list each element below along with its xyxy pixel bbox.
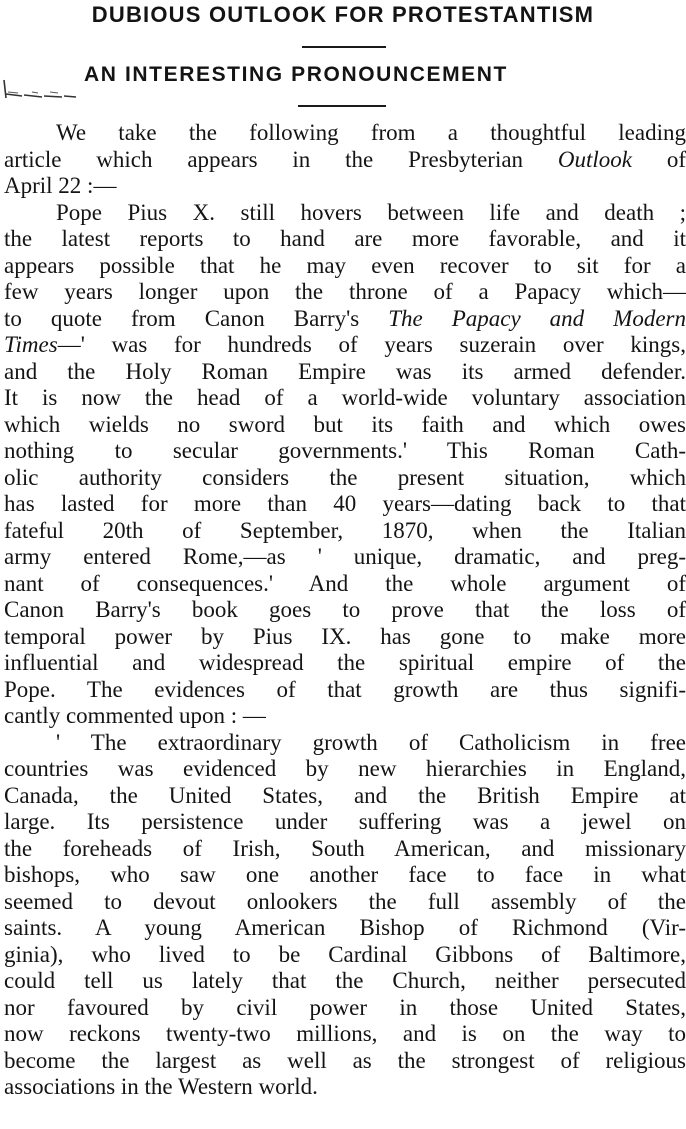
article-subheadline: AN INTERESTING PRONOUNCEMENT bbox=[84, 63, 508, 86]
article-body bbox=[4, 120, 686, 1101]
publication-title: Outlook bbox=[557, 146, 632, 172]
text-line: cantly commented upon : — bbox=[4, 703, 266, 728]
text-line: ' The extraordinary growth of Catholicism in free bbox=[56, 729, 686, 755]
text-line: large. Its persistence under suffering was a jewel on bbox=[4, 809, 686, 834]
text-line: It is now the head of a world-wide voluntary association bbox=[4, 385, 686, 410]
text-line: nor favoured by civil power in those United States, bbox=[4, 994, 686, 1020]
text-line: become the largest as well as the strongest of religious bbox=[4, 1047, 686, 1073]
text-line: olic authority considers the present situation, which bbox=[4, 464, 686, 490]
text-line: Times—' was for hundreds of years suzerain over kings, bbox=[4, 332, 686, 357]
text-line: nant of consequences.' And the whole argument of bbox=[4, 570, 686, 596]
text-line: influential and widespread the spiritual empire of the bbox=[4, 650, 686, 675]
text-line: has lasted for more than 40 years—dating back to that bbox=[4, 491, 686, 516]
book-title-end: Times bbox=[4, 332, 58, 357]
text-line: temporal power by Pius IX. has gone to make more bbox=[4, 623, 686, 649]
text-line: seemed to devout onlookers the full assembly of the bbox=[4, 888, 686, 914]
book-title: The Papacy and Modern bbox=[388, 305, 686, 331]
text-line: We take the following from a thoughtful leading bbox=[56, 120, 686, 145]
text-line: army entered Rome,—as ' unique, dramatic, and preg- bbox=[4, 544, 686, 569]
text-line: few years longer upon the throne of a Papacy which— bbox=[4, 279, 686, 304]
text-line: which wields no sword but its faith and which owes bbox=[4, 411, 686, 437]
text-line: to quote from Canon Barry's The Papacy and Modern bbox=[4, 305, 686, 331]
text-line: associations in the Western world. bbox=[4, 1074, 318, 1099]
text-line: bishops, who saw one another face to face in what bbox=[4, 862, 686, 887]
article-headline: DUBIOUS OUTLOOK FOR PROTESTANTISM bbox=[91, 2, 595, 27]
text-line: April 22 :— bbox=[4, 173, 117, 198]
text-line: Pope. The evidences of that growth are thus signifi- bbox=[4, 676, 686, 702]
text-line: saints. A young American Bishop of Richmond (Vir- bbox=[4, 915, 686, 940]
headline-divider bbox=[302, 46, 386, 48]
text-line: appears possible that he may even recover to sit for a bbox=[4, 252, 686, 278]
text-line: Pope Pius X. still hovers between life and death ; bbox=[56, 199, 686, 225]
text-line: now reckons twenty-two millions, and is on the way to bbox=[4, 1021, 686, 1046]
text-line: Canada, the United States, and the British Empire at bbox=[4, 782, 686, 808]
text-line: ginia), who lived to be Cardinal Gibbons of Baltimore, bbox=[4, 941, 686, 967]
text-line: article which appears in the Presbyterian Outlook of bbox=[4, 146, 686, 172]
text-line: Canon Barry's book goes to prove that the loss of bbox=[4, 597, 686, 622]
text-line: countries was evidenced by new hierarchies in England, bbox=[4, 756, 686, 781]
text-line: the foreheads of Irish, South American, and missionary bbox=[4, 835, 686, 861]
subheadline-divider bbox=[298, 105, 386, 107]
text-line: fateful 20th of September, 1870, when the Italian bbox=[4, 517, 686, 543]
text-line: nothing to secular governments.' This Roman Cath- bbox=[4, 438, 686, 463]
text-line: could tell us lately that the Church, neither persecuted bbox=[4, 968, 686, 993]
print-smudge bbox=[2, 78, 78, 100]
text-line: the latest reports to hand are more favorable, and it bbox=[4, 226, 686, 251]
text-line: and the Holy Roman Empire was its armed defender. bbox=[4, 358, 686, 384]
